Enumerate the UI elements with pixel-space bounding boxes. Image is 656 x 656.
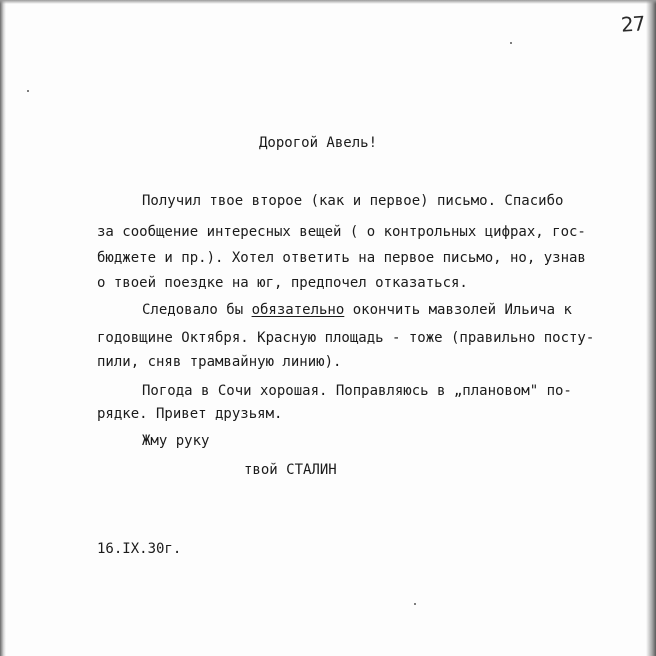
- paragraph-3-line-1: Погода в Сочи хорошая. Поправляюсь в „плановом" по-: [142, 383, 572, 399]
- salutation: Дорогой Авель!: [259, 135, 378, 151]
- closing: Жму руку: [142, 433, 210, 449]
- scan-edge-top: [0, 0, 656, 4]
- date: 16.IX.30г.: [97, 541, 182, 557]
- scan-speck: [414, 603, 416, 605]
- paragraph-1-line-2: за сообщение интересных вещей ( о контрольных цифрах, гос-: [97, 224, 586, 240]
- paragraph-2-line-1: [142, 302, 572, 318]
- paragraph-1-line-1: Получил твое второе (как и первое) письмо. Спасибо: [142, 193, 564, 209]
- paragraph-1-line-4: о твоей поездке на юг, предпочел отказаться.: [97, 275, 468, 291]
- scan-speck: [27, 90, 29, 92]
- scan-edge-right: [646, 0, 656, 656]
- handwritten-page-number: 27: [620, 11, 646, 37]
- paragraph-2-text-after: окончить мавзолей Ильича к: [344, 302, 572, 318]
- paragraph-2-text-before: Следовало бы: [142, 302, 252, 318]
- scan-edge-left: [0, 0, 6, 656]
- paragraph-1-line-3: бюджете и пр.). Хотел ответить на первое письмо, но, узнав: [97, 250, 586, 266]
- scan-speck: [510, 42, 512, 44]
- signature: твой СТАЛИН: [244, 462, 337, 478]
- paragraph-2-line-3: пили, сняв трамвайную линию).: [97, 354, 342, 370]
- underlined-word: обязательно: [251, 302, 345, 318]
- paragraph-2-line-2: годовщине Октября. Красную площадь - тоже (правильно посту-: [97, 330, 595, 346]
- paragraph-3-line-2: рядке. Привет друзьям.: [97, 406, 283, 422]
